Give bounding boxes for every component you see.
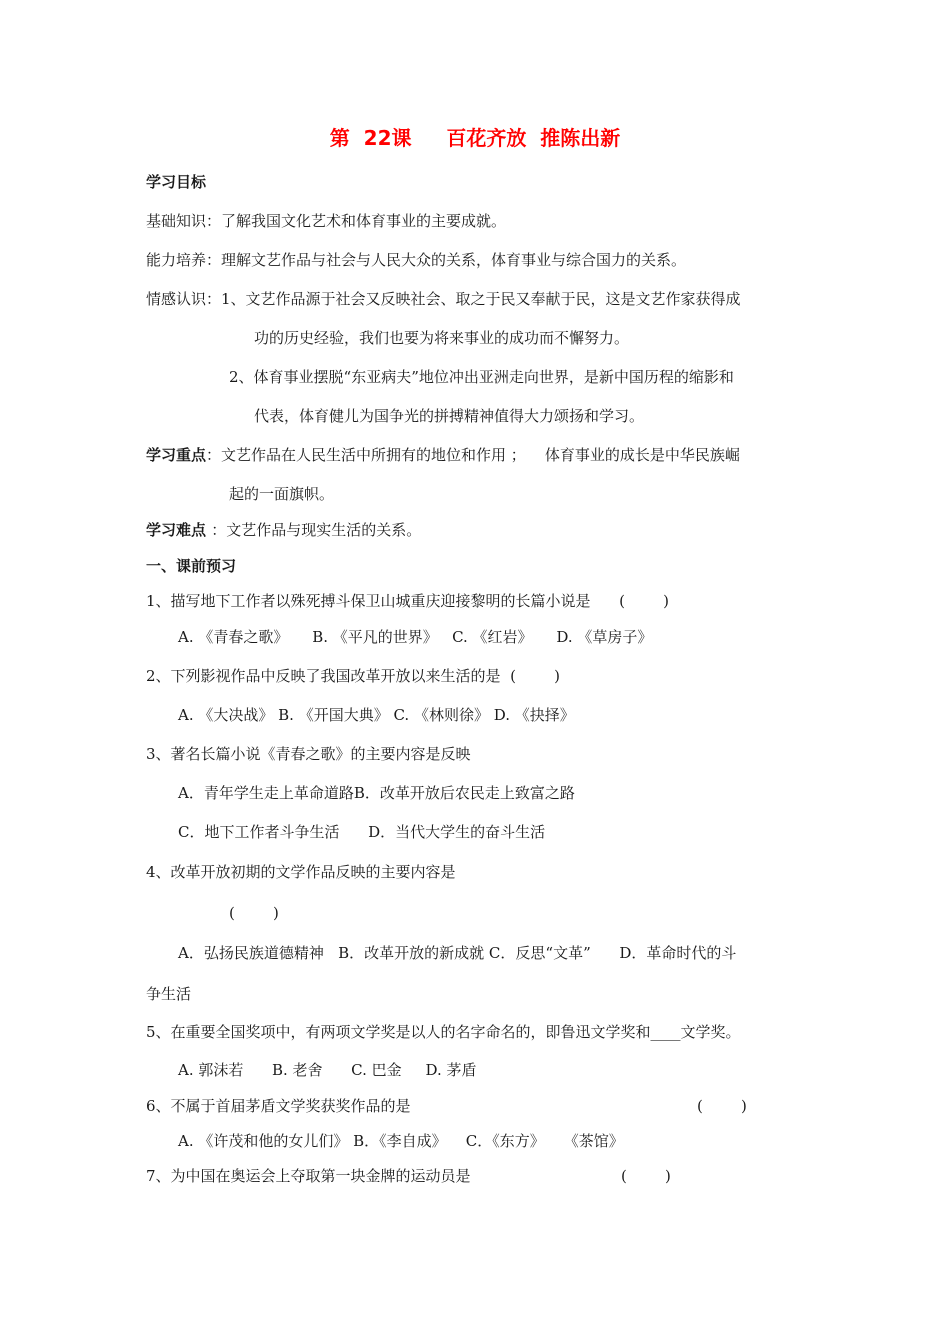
emotion-line-1a: 情感认识：1、文艺作品源于社会又反映社会、取之于民又奉献于民，这是文艺作家获得成 [146, 290, 741, 308]
key-point-label: 学习重点 [146, 446, 207, 464]
question-5: 5、在重要全国奖项中，有两项文学奖是以人的名字命名的，即鲁迅文学奖和____文学奖。 [146, 1023, 741, 1041]
emotion-line-1b: 功的历史经验，我们也要为将来事业的成功而不懈努力。 [254, 329, 630, 347]
question-7-answer-paren: ( ) [621, 1167, 671, 1185]
objectives-heading: 学习目标 [146, 173, 207, 191]
question-2: 2、下列影视作品中反映了我国改革开放以来生活的是 ( ) [146, 667, 560, 685]
question-4-answer-paren: ( ) [229, 904, 279, 922]
ability-line: 能力培养：理解文艺作品与社会与人民大众的关系，体育事业与综合国力的关系。 [146, 251, 687, 269]
question-7: 7、为中国在奥运会上夺取第一块金牌的运动员是 [146, 1167, 471, 1185]
key-point-text: ：文艺作品在人民生活中所拥有的地位和作用 ； 体育事业的成长是中华民族崛 [206, 446, 740, 464]
question-6: 6、不属于首届茅盾文学奖获奖作品的是 [146, 1097, 411, 1115]
question-2-options: A. 《大决战》 B. 《开国大典》 C. 《林则徐》 D. 《抉择》 [178, 706, 575, 724]
question-5-options: A. 郭沫若 B. 老舍 C. 巴金 D. 茅盾 [178, 1061, 477, 1079]
section-preview-heading: 一、课前预习 [146, 557, 237, 575]
key-point-line-b: 起的一面旗帜。 [229, 485, 335, 503]
basic-knowledge-line: 基础知识：了解我国文化艺术和体育事业的主要成就。 [146, 212, 507, 230]
emotion-line-2b: 代表，体育健儿为国争光的拼搏精神值得大力颂扬和学习。 [254, 407, 645, 425]
question-3-options-a: A．青年学生走上革命道路B．改革开放后农民走上致富之路 [178, 784, 575, 802]
question-4-options-a: A．弘扬民族道德精神 B．改革开放的新成就 C．反思“文革” D．革命时代的斗 [178, 944, 737, 962]
page-title: 第 22课 百花齐放 推陈出新 [329, 126, 621, 150]
question-4-options-b: 争生活 [146, 985, 192, 1003]
question-6-options: A. 《许茂和他的女儿们》 B．《李自成》 C．《东方》 《茶馆》 [178, 1132, 624, 1150]
question-6-answer-paren: ( ) [697, 1097, 747, 1115]
key-point-line [146, 445, 740, 465]
emotion-line-2a: 2、体育事业摆脱“东亚病夫”地位冲出亚洲走向世界，是新中国历程的缩影和 [229, 368, 734, 386]
question-4: 4、改革开放初期的文学作品反映的主要内容是 [146, 863, 456, 881]
question-3-options-b: C．地下工作者斗争生活 D．当代大学生的奋斗生活 [178, 823, 546, 841]
difficulty-label: 学习难点 [146, 521, 212, 539]
question-1-options: A. 《青春之歌》 B. 《平凡的世界》 C. 《红岩》 D. 《草房子》 [178, 628, 653, 646]
question-1: 1、描写地下工作者以殊死搏斗保卫山城重庆迎接黎明的长篇小说是 ( ) [146, 592, 670, 610]
question-3: 3、著名长篇小说《青春之歌》的主要内容是反映 [146, 745, 471, 763]
difficulty-text: ：文艺作品与现实生活的关系。 [211, 521, 422, 539]
difficulty-line [146, 520, 421, 540]
